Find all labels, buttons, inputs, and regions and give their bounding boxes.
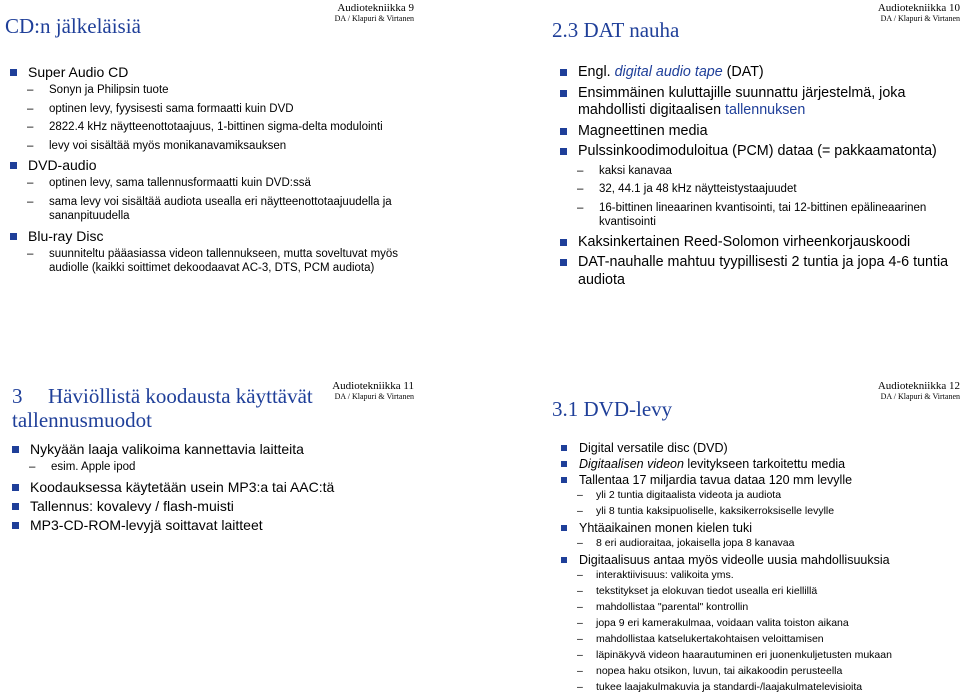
bullet-item: Digital versatile disc (DVD) — [560, 441, 955, 456]
sub-bullet-item: – 8 eri audioraitaa, jokaisella jopa 8 kanavaa — [560, 537, 955, 550]
authors: DA / Klapuri & Virtanen — [334, 14, 414, 23]
bullet-item: Koodauksessa käytetään usein MP3:a tai AAC:tä — [11, 479, 431, 496]
sub-bullet-item: – 32, 44.1 ja 48 kHz näytteistystaajuudet — [559, 182, 954, 197]
slide-11 — [0, 341, 480, 683]
sub-bullet-item: – 16-bittinen lineaarinen kvantisointi, tai 12-bittinen epälineaarinen kvantisointi — [559, 201, 954, 230]
slide-12 — [480, 341, 960, 693]
bullet-item: Yhtäaikainen monen kielen tuki — [560, 521, 955, 536]
bullet-item: Super Audio CD — [9, 64, 424, 81]
bullet-item: Engl. digital audio tape (DAT) — [559, 64, 954, 82]
slide-title — [12, 384, 332, 432]
sub-bullet-item: – mahdollistaa "parental" kontrollin — [560, 601, 955, 614]
slide-10 — [480, 0, 960, 341]
slide-title: 2.3 DAT nauha — [552, 18, 680, 42]
sub-bullet-item: – yli 8 tuntia kaksipuoliselle, kaksikerroksiselle levylle — [560, 505, 955, 518]
sub-bullet-item: – tekstitykset ja elokuvan tiedot usealla eri kiellillä — [560, 585, 955, 598]
authors: DA / Klapuri & Virtanen — [334, 392, 414, 401]
sub-bullet-item: – optinen levy, fyysisesti sama formaatti kuin DVD — [9, 102, 424, 117]
bullet-item: Blu-ray Disc — [9, 228, 424, 245]
authors: DA / Klapuri & Virtanen — [880, 392, 960, 401]
sub-bullet-item: – nopea haku otsikon, luvun, tai aikakoodin perusteella — [560, 665, 955, 678]
bullet-item: Magneettinen media — [559, 123, 954, 141]
bullet-list — [560, 441, 955, 697]
sub-bullet-item: – interaktiivisuus: valikoita yms. — [560, 569, 955, 582]
title-number: 3 — [12, 384, 23, 408]
bullet-item: Kaksinkertainen Reed-Solomon virheenkorjauskoodi — [559, 234, 954, 252]
course-name: Audiotekniikka 11 — [332, 380, 414, 392]
slide-title: CD:n jälkeläisiä — [5, 14, 141, 38]
bullet-list — [559, 64, 954, 292]
slide-title: 3.1 DVD-levy — [552, 397, 673, 421]
bullet-list — [9, 64, 424, 280]
course-name: Audiotekniikka 12 — [877, 380, 960, 392]
sub-bullet-item: – suunniteltu pääasiassa videon tallennukseen, mutta soveltuvat myös audiolle (kaikki soittimet dekoodaavat AC-3, DTS, PCM audiota) — [9, 247, 424, 276]
sub-bullet-item: – optinen levy, sama tallennusformaatti kuin DVD:ssä — [9, 176, 424, 191]
bullet-list — [11, 441, 431, 536]
bullet-item: Ensimmäinen kuluttajille suunnattu järjestelmä, joka mahdollisti digitaalisen tallennuksen — [559, 85, 954, 120]
course-name: Audiotekniikka 10 — [877, 2, 960, 14]
sub-bullet-item: – läpinäkyvä videon haarautuminen eri juonenkuljetusten mukaan — [560, 649, 955, 662]
bullet-item: Pulssinkoodimoduloitua (PCM) dataa (= pakkaamatonta) — [559, 143, 954, 161]
course-name: Audiotekniikka 9 — [337, 2, 414, 14]
sub-bullet-item: – jopa 9 eri kamerakulmaa, voidaan valita toiston aikana — [560, 617, 955, 630]
bullet-item: DVD-audio — [9, 157, 424, 174]
slide-header — [332, 380, 414, 402]
sub-bullet-item: – 2822.4 kHz näytteenottotaajuus, 1-bittinen sigma-delta modulointi — [9, 120, 424, 135]
bullet-item: Tallentaa 17 miljardia tavua dataa 120 mm levylle — [560, 473, 955, 488]
bullet-item: Tallennus: kovalevy / flash-muisti — [11, 498, 431, 515]
slide-header — [878, 2, 960, 24]
bullet-item: DAT-nauhalle mahtuu tyypillisesti 2 tuntia ja jopa 4-6 tuntia audiota — [559, 254, 954, 289]
sub-bullet-item: – kaksi kanavaa — [559, 164, 954, 179]
sub-bullet-item: – sama levy voi sisältää audiota usealla eri näytteenottotaajuudella ja sananpituudella — [9, 195, 424, 224]
bullet-item: Nykyään laaja valikoima kannettavia laitteita — [11, 441, 431, 458]
slide-9 — [0, 0, 480, 341]
sub-bullet-item: – Sonyn ja Philipsin tuote — [9, 83, 424, 98]
sub-bullet-item: – esim. Apple ipod — [11, 460, 431, 475]
sub-bullet-item: – mahdollistaa katselukertakohtaisen veloittamisen — [560, 633, 955, 646]
title-text: Häviöllistä koodausta käyttävät tallennusmuodot — [12, 384, 313, 432]
slide-header — [335, 2, 414, 24]
sub-bullet-item: – tukee laajakulmakuvia ja standardi-/laajakulmatelevisioita — [560, 681, 955, 694]
sub-bullet-item: – yli 2 tuntia digitaalista videota ja audiota — [560, 489, 955, 502]
bullet-item: Digitaalisuus antaa myös videolle uusia mahdollisuuksia — [560, 553, 955, 568]
bullet-item: MP3-CD-ROM-levyjä soittavat laitteet — [11, 517, 431, 534]
authors: DA / Klapuri & Virtanen — [880, 14, 960, 23]
bullet-item: Digitaalisen videon levitykseen tarkoitettu media — [560, 457, 955, 472]
slide-header — [878, 380, 960, 402]
sub-bullet-item: – levy voi sisältää myös monikanavamiksauksen — [9, 139, 424, 154]
